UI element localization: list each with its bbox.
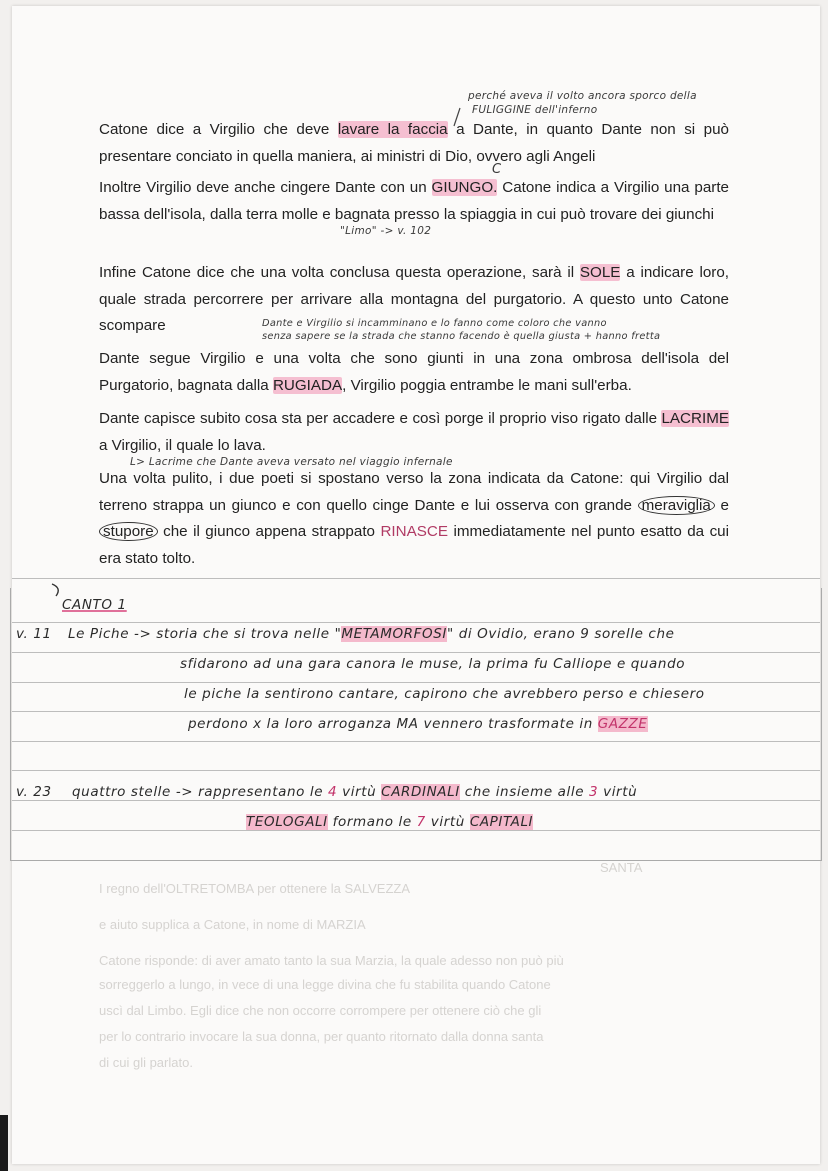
highlight-metamorfosi: METAMORFOSI xyxy=(341,626,448,642)
highlight-lavare-la-faccia: lavare la faccia xyxy=(337,121,448,138)
note-v11-label: v. 11 xyxy=(16,626,52,642)
rule-line xyxy=(12,830,820,831)
rule-line xyxy=(12,622,820,623)
paragraph-2: Inoltre Virgilio deve anche cingere Dante con un GIUNGO. Catone indica a Virgilio una parte bassa dell'isola, dalla terra molle e bagnata presso la spiaggia in cui può trovare dei giunchi xyxy=(99,179,729,223)
annotation-catone-2: senza sapere se la strada che stanno facendo è quella giusta + hanno fretta xyxy=(262,331,661,342)
highlight-gazze: GAZZE xyxy=(597,716,648,732)
bleed-through-6: uscì dal Limbo. Egli dice che non occorre corrompere per ottenere ciò che gli xyxy=(99,1003,542,1018)
note-v11-line2: sfidarono ad una gara canora le muse, la prima fu Calliope e quando xyxy=(180,656,686,672)
note-v23-label: v. 23 xyxy=(16,784,52,800)
highlight-lacrime: LACRIME xyxy=(661,410,729,427)
rule-line xyxy=(12,711,820,712)
highlight-cardinali: CARDINALI xyxy=(381,784,460,800)
scan-edge xyxy=(0,1115,8,1171)
highlight-teologali: TEOLOGALI xyxy=(246,814,328,830)
bleed-through-8: di cui gli parlato. xyxy=(99,1055,193,1070)
highlight-rinasce: RINASCE xyxy=(380,523,448,540)
annotation-correction-c: C xyxy=(492,162,502,177)
paragraph-3: Infine Catone dice che una volta conclusa questa operazione, sarà il SOLE a indicare loro, quale strada percorrere per arrivare alla montagna del purgatorio. A questo unto Catone scompare xyxy=(99,264,729,334)
note-v23-line2: TEOLOGALI formano le 7 virtù CAPITALI xyxy=(246,814,534,830)
highlight-giungo: GIUNGO. xyxy=(431,179,498,196)
paragraph-4: Dante segue Virgilio e una volta che sono giunti in una zona ombrosa dell'isola del Purgatorio, bagnata dalla RUGIADA, Virgilio poggia entrambe le mani sull'erba. xyxy=(99,350,729,394)
bleed-through-4: Catone risponde: di aver amato tanto la sua Marzia, la quale adesso non può più xyxy=(99,953,564,968)
rule-line xyxy=(12,741,820,742)
bleed-through-2: I regno dell'OLTRETOMBA per ottenere la SALVEZZA xyxy=(99,881,411,896)
highlight-sole: SOLE xyxy=(579,264,621,281)
annotation-fuliggine-2: FULIGGINE dell'inferno xyxy=(472,104,598,116)
circled-stupore: stupore xyxy=(99,522,158,541)
note-v23-line1: quattro stelle -> rappresentano le 4 virtù CARDINALI che insieme alle 3 virtù xyxy=(72,784,638,800)
rule-line xyxy=(12,652,820,653)
highlight-capitali: CAPITALI xyxy=(469,814,534,830)
bleed-through-3: e aiuto supplica a Catone, in nome di MARZIA xyxy=(99,917,366,932)
paragraph-5: Dante capisce subito cosa sta per accadere e così porge il proprio viso rigato dalle LACRIME a Virgilio, il quale lo lava. xyxy=(99,410,729,454)
paragraph-6: Una volta pulito, i due poeti si spostano verso la zona indicata da Catone: qui Virgilio dal terreno strappa un giunco e con quello cinge Dante e lui osserva con grande meraviglia e stupore che il giunco appena strappato RINASCE immediatamente nel punto esatto da cui era stato tolto. xyxy=(99,470,729,567)
rule-line xyxy=(12,578,820,579)
bleed-through-1: SANTA xyxy=(600,860,643,875)
annotation-limo: "Limo" -> v. 102 xyxy=(340,225,432,237)
note-v11-line4: perdono x la loro arroganza MA vennero trasformate in GAZZE xyxy=(188,716,648,732)
canto-heading: CANTO 1 xyxy=(62,597,127,613)
rule-line xyxy=(12,682,820,683)
highlight-rugiada: RUGIADA xyxy=(272,376,343,394)
circled-meraviglia: meraviglia xyxy=(638,496,715,515)
note-v11-line3: le piche la sentirono cantare, capirono che avrebbero perso e chiesero xyxy=(184,686,705,702)
paragraph-1: Catone dice a Virgilio che deve lavare la faccia a Dante, in quanto Dante non si può presentare conciato in quella maniera, ai ministri di Dio, ovvero agli Angeli xyxy=(99,121,729,165)
annotation-fuliggine-1: perché aveva il volto ancora sporco della xyxy=(468,90,697,102)
annotation-lacrime: L> Lacrime che Dante aveva versato nel viaggio infernale xyxy=(130,456,453,468)
note-v11-line1: Le Piche -> storia che si trova nelle "METAMORFOSI" di Ovidio, erano 9 sorelle che xyxy=(68,626,675,642)
bleed-through-5: sorreggerlo a lungo, in vece di una legge divina che fu stabilita quando Catone xyxy=(99,977,551,992)
rule-line xyxy=(12,770,820,771)
rule-line xyxy=(12,800,820,801)
annotation-catone-1: Dante e Virgilio si incamminano e lo fanno come coloro che vanno xyxy=(262,318,607,329)
bleed-through-7: per lo contrario invocare la sua donna, per quanto ritornato dalla donna santa xyxy=(99,1029,544,1044)
